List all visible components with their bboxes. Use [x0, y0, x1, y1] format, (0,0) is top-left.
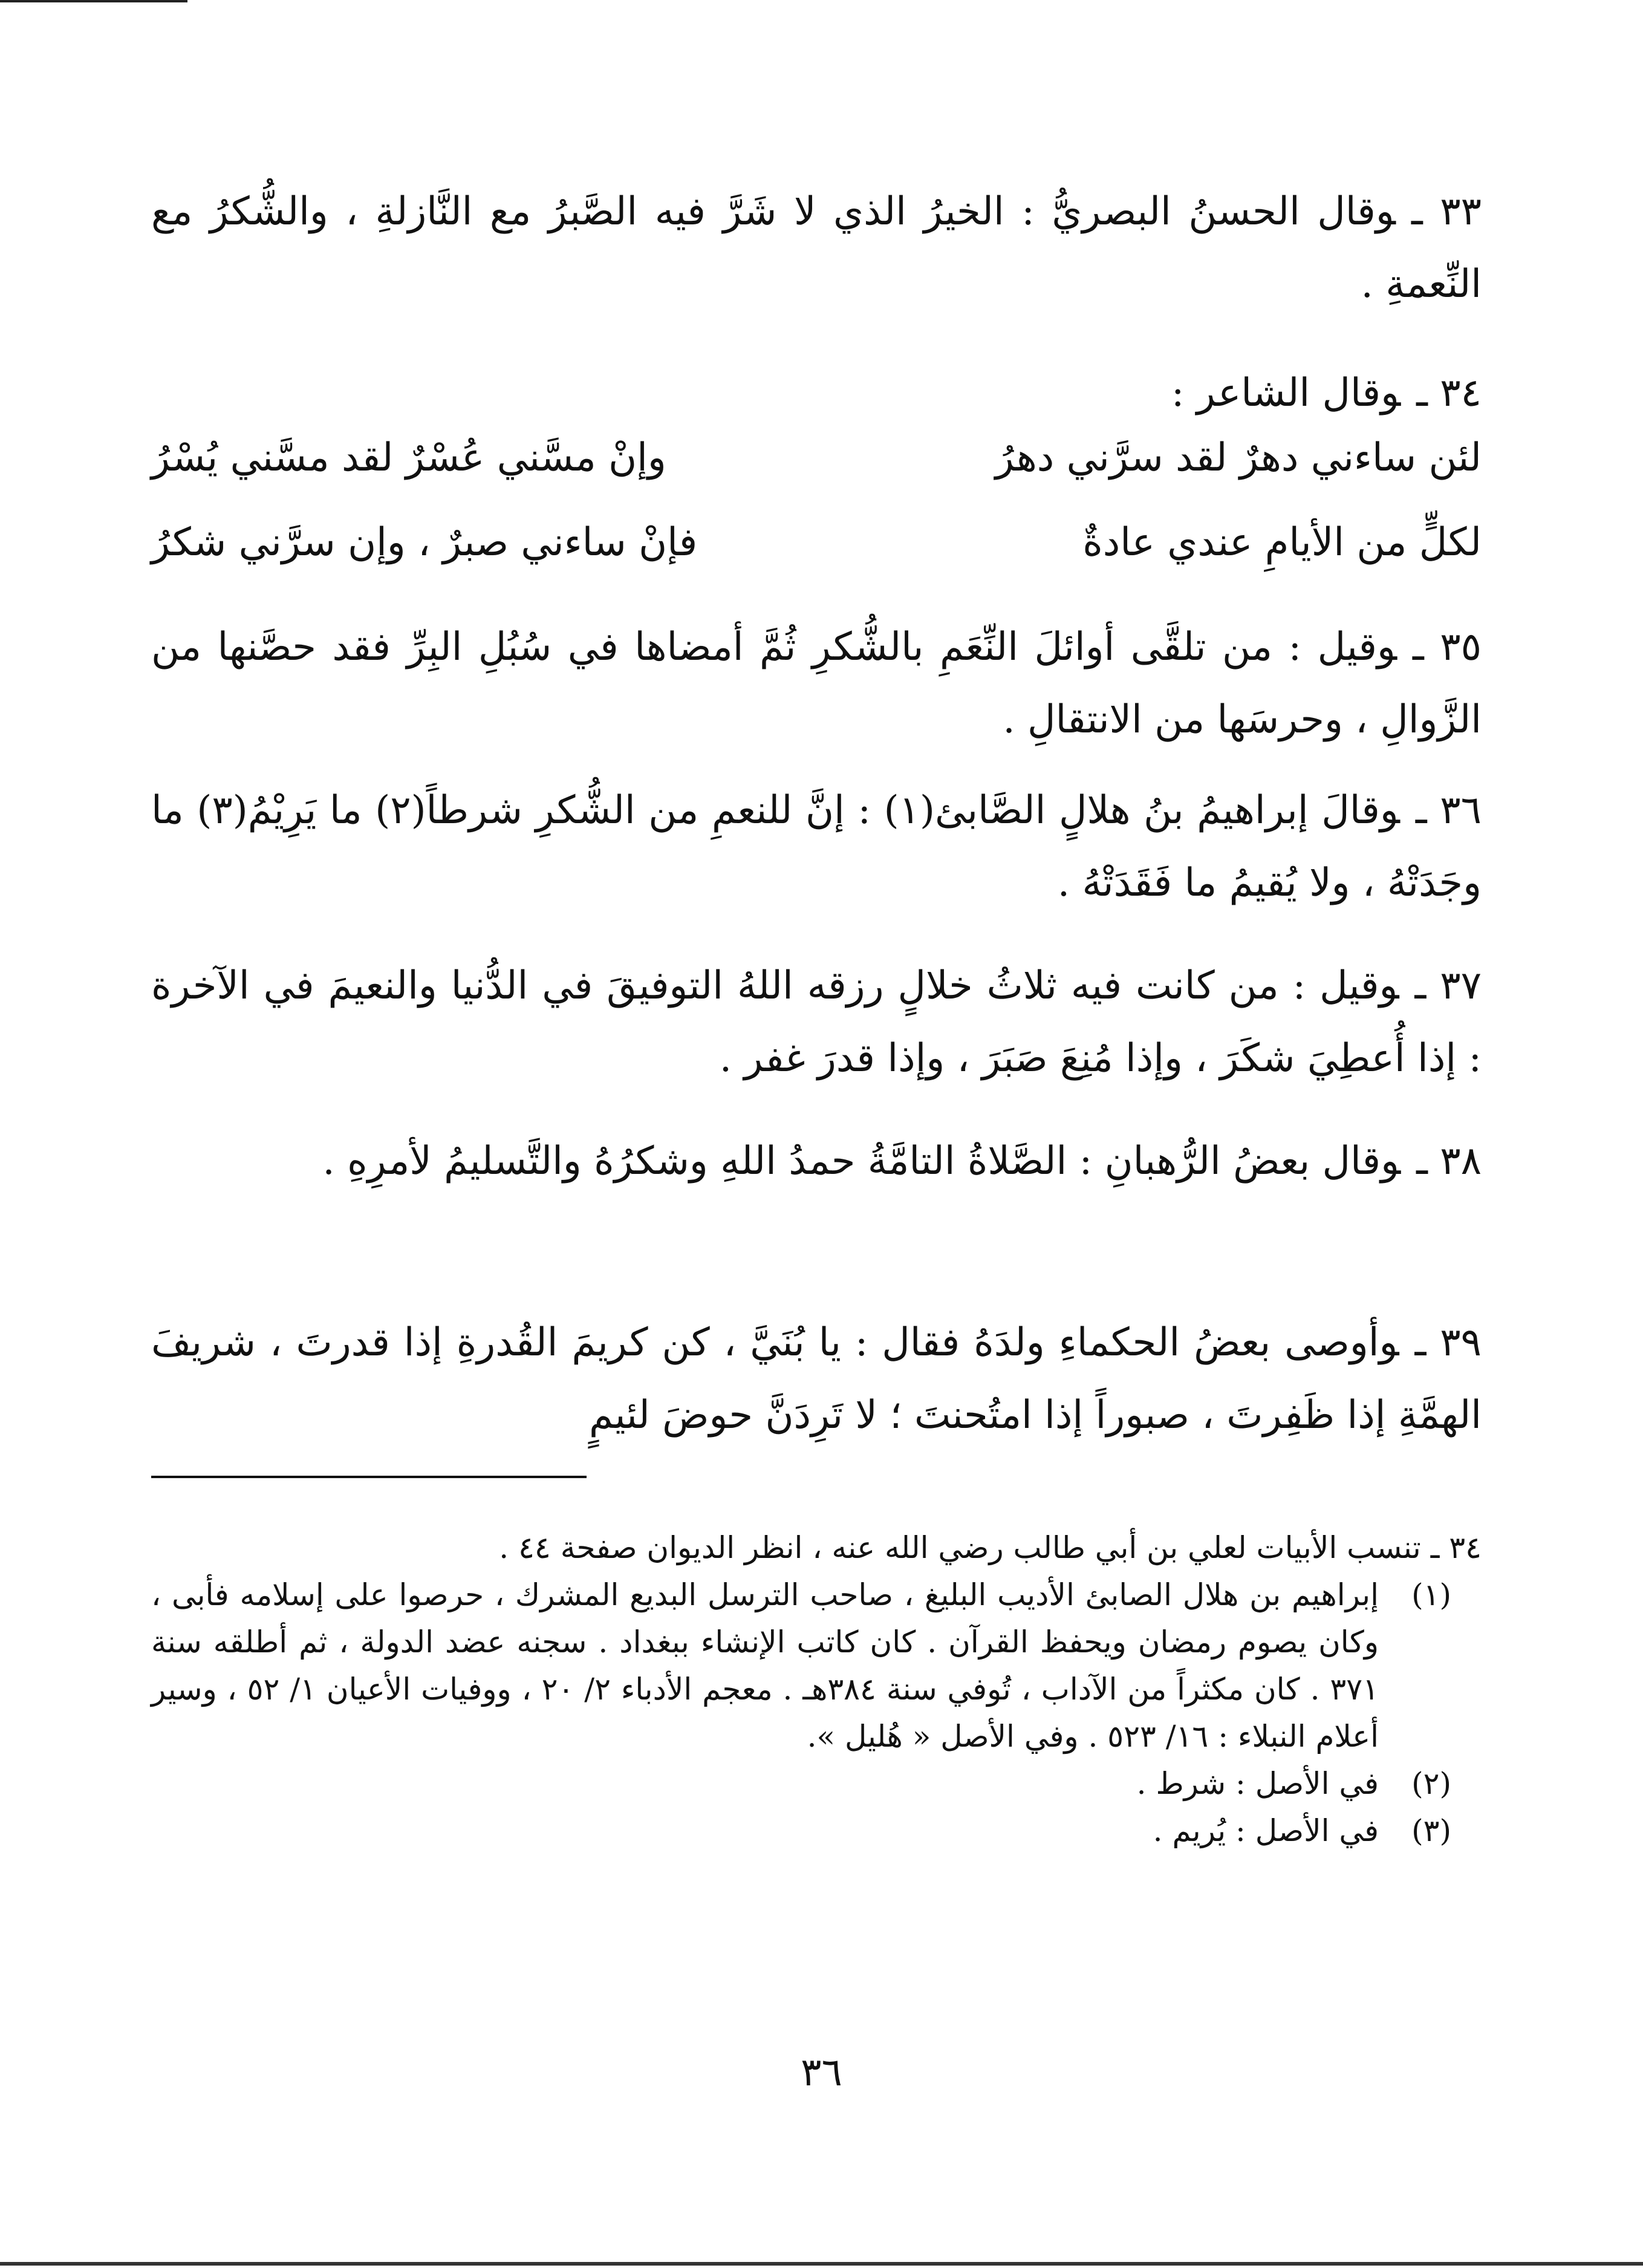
paragraph-text: وقالَ إبراهيمُ بنُ هلالٍ الصَّابئ(١) : إنَّ للنعمِ من الشُّكرِ شرطاً(٢) ما يَرِيْمُ(٣) ما وجَدَتْهُ ، ولا يُقيمُ ما فَقَدَتْهُ . — [151, 788, 1482, 905]
footnote-text: في الأصل : يُريم . — [1153, 1813, 1379, 1848]
paragraph-number: ٣٦ ـ — [1415, 788, 1482, 833]
verse-first-hemistich: لكلٍّ من الأيامِ عندي عادةٌ — [1082, 520, 1482, 565]
paragraph-number: ٣٥ ـ — [1413, 625, 1482, 670]
scan-bottom-edge — [0, 2262, 1643, 2266]
paragraph-number: ٣٧ ـ — [1414, 963, 1482, 1008]
paragraph-text: وقيل : من كانت فيه ثلاثُ خلالٍ رزقه اللهُ التوفيقَ في الدُّنيا والنعيمَ في الآخرة : إذا أُعطِيَ شكَرَ ، وإذا مُنِعَ صَبَرَ ، وإذا قدرَ غفر . — [151, 963, 1482, 1081]
verse-second-hemistich: فإنْ ساءني صبرٌ ، وإن سرَّني شكرُ — [151, 520, 698, 565]
footnote-text: في الأصل : شرط . — [1136, 1766, 1379, 1801]
paragraph-text: وقال الشاعر : — [1171, 371, 1401, 415]
verse-second-hemistich: وإنْ مسَّني عُسْرٌ لقد مسَّني يُسْرُ — [151, 435, 666, 480]
footnote-3 — [151, 1807, 1482, 1854]
verse-first-hemistich: لئن ساءني دهرٌ لقد سرَّني دهرُ — [995, 435, 1482, 480]
paragraph-35 — [151, 611, 1482, 756]
paragraph-number: ٣٨ ـ — [1416, 1139, 1482, 1184]
paragraph-34 — [151, 357, 1482, 429]
paragraph-text: وأوصى بعضُ الحكماءِ ولدَهُ فقال : يا بُنَيَّ ، كن كريمَ القُدرةِ إذا قدرتَ ، شريفَ الهمَّةِ إذا ظَفِرتَ ، صبوراً إذا امتُحنتَ ؛ لا تَرِدَنَّ حوضَ لئيمٍ — [151, 1320, 1482, 1438]
page-number: ٣٦ — [801, 2050, 842, 2095]
paragraph-text: وقال بعضُ الرُّهبانِ : الصَّلاةُ التامَّةُ حمدُ اللهِ وشكرُهُ والتَّسليمُ لأمرِهِ . — [322, 1139, 1401, 1184]
paragraph-number: ٣٩ ـ — [1414, 1320, 1482, 1365]
footnote-number: (٢) — [1411, 1766, 1451, 1801]
paragraph-text: وقيل : من تلقَّى أوائلَ النِّعَمِ بالشُّكرِ ثُمَّ أمضاها في سُبُلِ البِرِّ فقد حصَّنها من الزَّوالِ ، وحرسَها من الانتقالِ . — [151, 625, 1482, 742]
paragraph-number: ٣٤ ـ — [1416, 371, 1482, 415]
paragraph-38 — [151, 1125, 1482, 1198]
paragraph-39 — [151, 1306, 1482, 1452]
footnote-1 — [151, 1571, 1482, 1760]
paragraph-text: وقال الحسنُ البصريُّ : الخيرُ الذي لا شَرَّ فيه الصَّبرُ مع النَّازلةِ ، والشُّكرُ مع النِّعمةِ . — [151, 189, 1482, 307]
footnote-text: إبراهيم بن هلال الصابئ الأديب البليغ ، صاحب الترسل البديع المشرك ، حرصوا على إسلامه فأبى ، وكان يصوم رمضان ويحفظ القرآن . كان كاتب الإنشاء ببغداد . سجنه عضد الدولة ، ثم أطلقه سنة ٣٧١ . كان مكثراً من الآداب ، تُوفي سنة ٣٨٤هـ . معجم الأدباء ٢/ ٢٠ ، ووفيات الأعيان ١/ ٥٢ ، وسير أعلام النبلاء : ١٦/ ٥٢٣ . وفي الأصل « هُليل ». — [151, 1577, 1379, 1754]
scan-edge-mark — [0, 0, 187, 2]
footnote-number: (١) — [1411, 1577, 1451, 1612]
poem-verse-2 — [151, 520, 1482, 593]
paragraph-number: ٣٣ ـ — [1411, 189, 1482, 234]
poem-verse-1 — [151, 435, 1482, 508]
footnote-2 — [151, 1760, 1482, 1807]
footnote-verse-source — [151, 1524, 1482, 1571]
footnote-separator — [151, 1476, 587, 1478]
paragraph-36 — [151, 774, 1482, 919]
paragraph-37 — [151, 950, 1482, 1095]
footnote-text: ٣٤ ـ تنسب الأبيات لعلي بن أبي طالب رضي الله عنه ، انظر الديوان صفحة ٤٤ . — [499, 1530, 1482, 1565]
paragraph-33 — [151, 175, 1482, 321]
footnotes — [151, 1524, 1482, 1854]
footnote-number: (٣) — [1411, 1813, 1451, 1848]
